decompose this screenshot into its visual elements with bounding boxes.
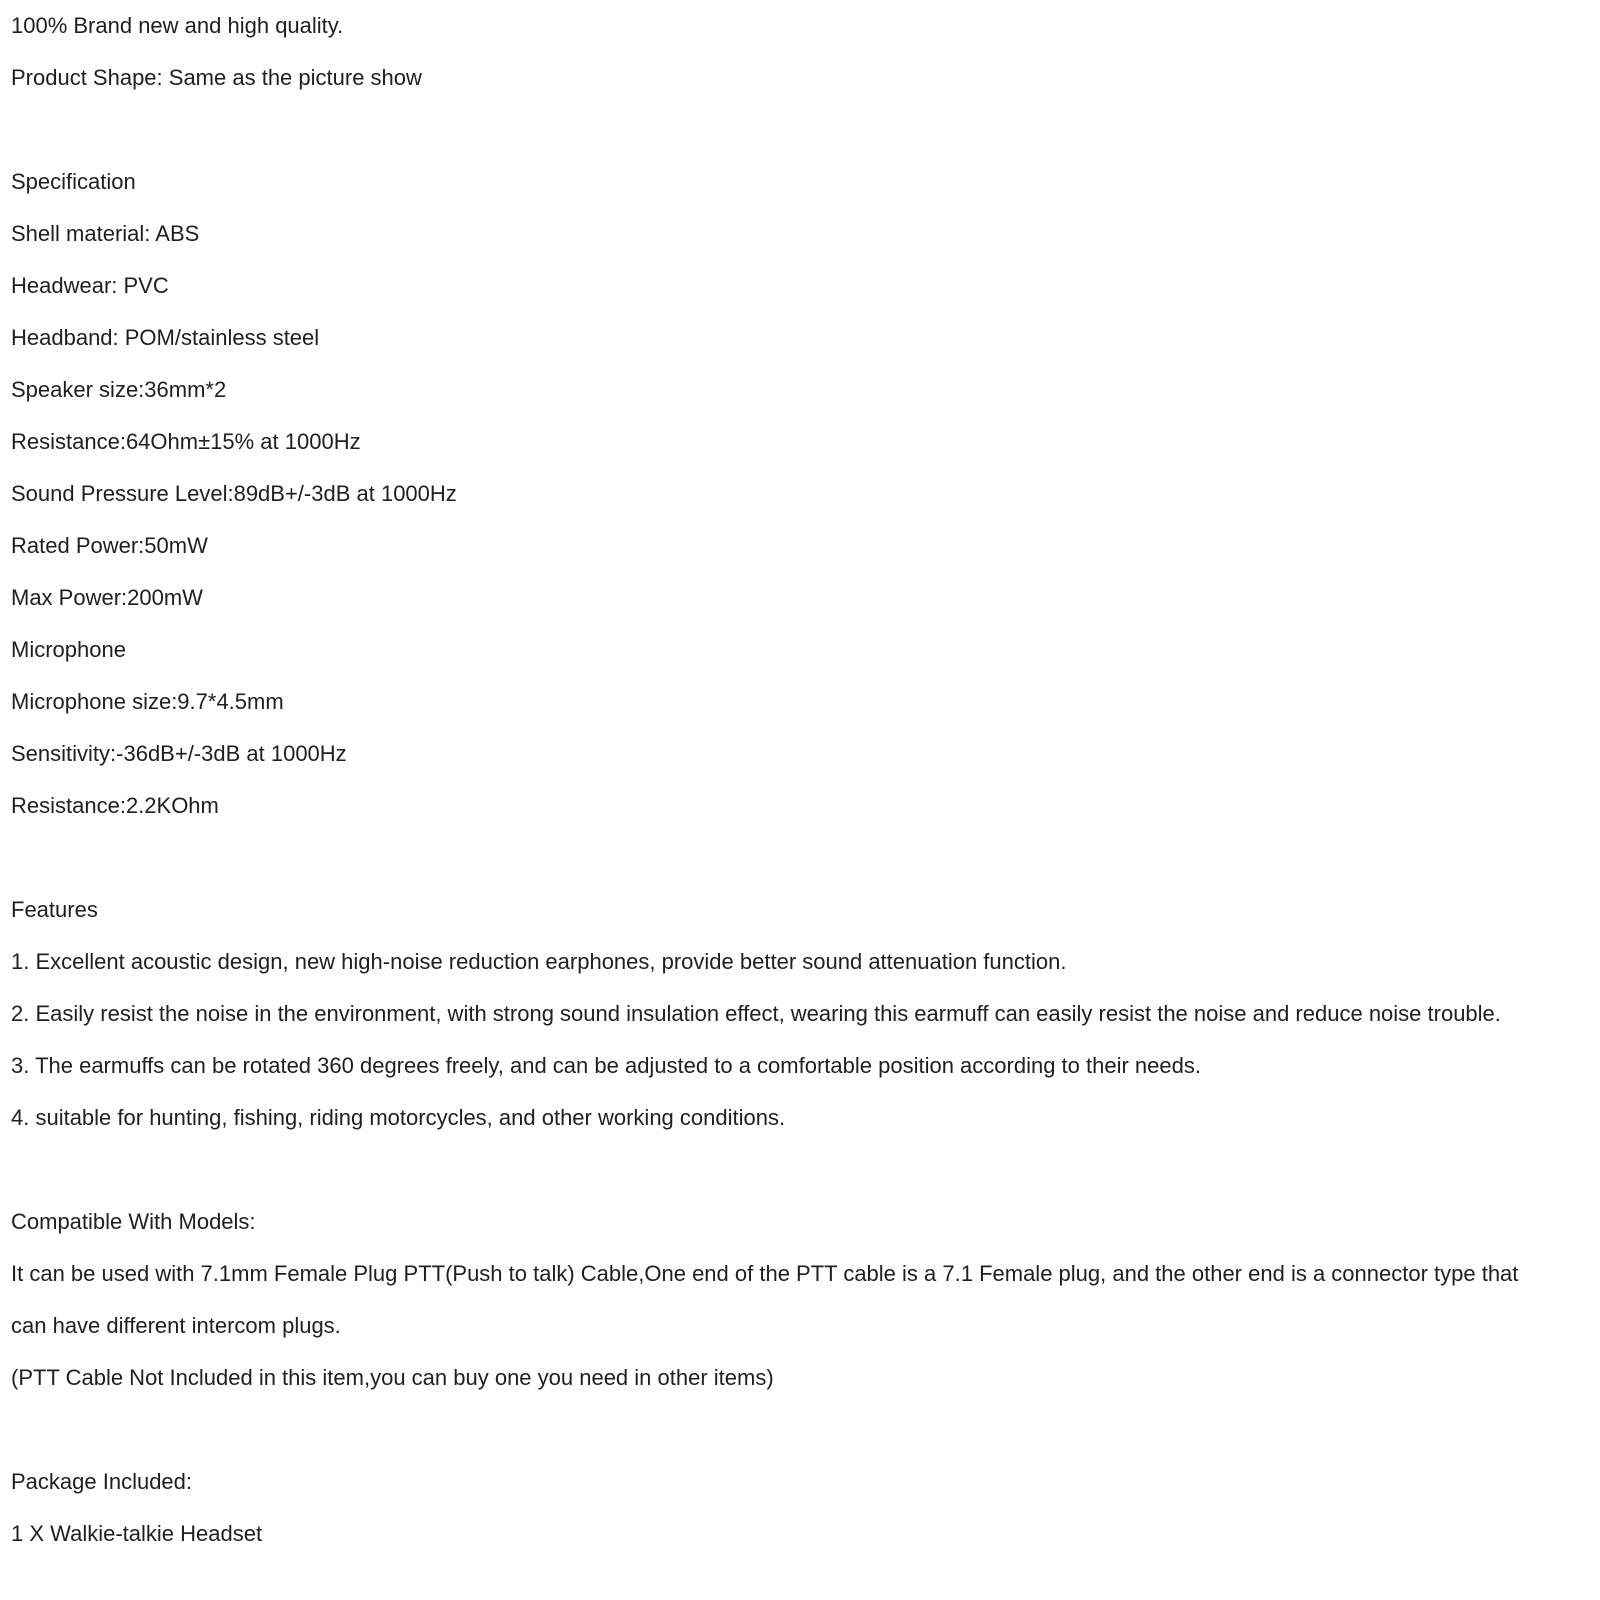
spec-sensitivity: Sensitivity:-36dB+/-3dB at 1000Hz (11, 741, 347, 766)
intro-line-product-shape: Product Shape: Same as the picture show (11, 65, 422, 90)
feature-item-4: 4. suitable for hunting, fishing, riding motorcycles, and other working conditions. (11, 1105, 786, 1130)
feature-item-3: 3. The earmuffs can be rotated 360 degrees freely, and can be adjusted to a comfortable position according to their needs. (11, 1053, 1201, 1078)
spec-headband: Headband: POM/stainless steel (11, 325, 320, 350)
spec-headwear: Headwear: PVC (11, 273, 169, 298)
spec-max-power: Max Power:200mW (11, 585, 203, 610)
section-heading-package: Package Included: (11, 1469, 193, 1494)
feature-item-2: 2. Easily resist the noise in the environment, with strong sound insulation effect, wearing this earmuff can easily resist the noise and reduce noise trouble. (11, 1001, 1501, 1026)
feature-item-1: 1. Excellent acoustic design, new high-noise reduction earphones, provide better sound attenuation function. (11, 949, 1067, 974)
spec-rated-power: Rated Power:50mW (11, 533, 208, 558)
compatibility-text-line-2: can have different intercom plugs. (11, 1313, 341, 1338)
section-heading-features: Features (11, 897, 98, 922)
spec-microphone-subheading: Microphone (11, 637, 126, 662)
compatibility-ptt-note: (PTT Cable Not Included in this item,you can buy one you need in other items) (11, 1365, 774, 1390)
blank-line (11, 104, 1600, 156)
package-item-headset: 1 X Walkie-talkie Headset (11, 1521, 263, 1546)
blank-line (11, 1404, 1600, 1456)
spec-microphone-size: Microphone size:9.7*4.5mm (11, 689, 284, 714)
compatibility-text-line-1: It can be used with 7.1mm Female Plug PTT(Push to talk) Cable,One end of the PTT cable is a 7.1 Female plug, and the other end is a connector type that (11, 1261, 1519, 1286)
intro-line-quality: 100% Brand new and high quality. (11, 13, 344, 38)
blank-line (11, 1144, 1600, 1196)
spec-sound-pressure-level: Sound Pressure Level:89dB+/-3dB at 1000Hz (11, 481, 457, 506)
section-heading-specification: Specification (11, 169, 136, 194)
spec-mic-resistance: Resistance:2.2KOhm (11, 793, 219, 818)
blank-line (11, 832, 1600, 884)
spec-speaker-size: Speaker size:36mm*2 (11, 377, 227, 402)
spec-resistance: Resistance:64Ohm±15% at 1000Hz (11, 429, 361, 454)
spec-shell-material: Shell material: ABS (11, 221, 200, 246)
section-heading-compatibility: Compatible With Models: (11, 1209, 256, 1234)
